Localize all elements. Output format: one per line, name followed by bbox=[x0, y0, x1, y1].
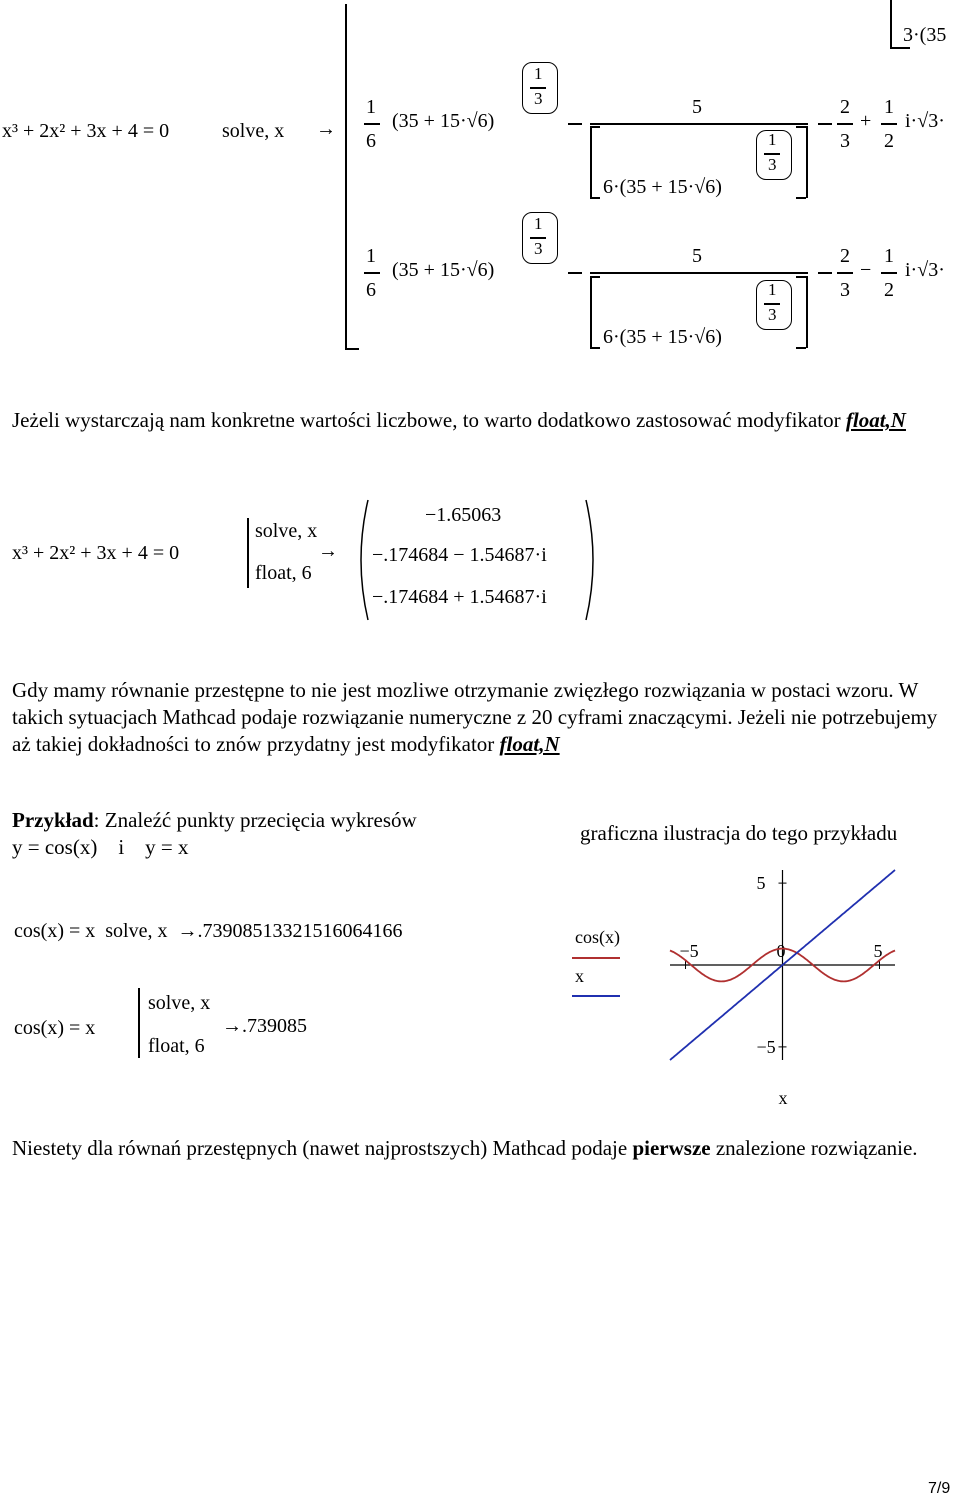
top-partial-expr: 3·(35 bbox=[903, 24, 947, 46]
float-keyword: float, 6 bbox=[255, 562, 312, 584]
paragraph-first-solution: Niestety dla równań przestępnych (nawet najprostszych) Mathcad podaje pierwsze znalezione rozwiązanie. bbox=[12, 1136, 918, 1160]
legend-label-x: x bbox=[575, 966, 584, 986]
x-tick-label: −5 bbox=[679, 941, 699, 961]
x-tick-label: 0 bbox=[776, 941, 786, 961]
result-root-1: −1.65063 bbox=[425, 504, 502, 526]
solve-exact-line: cos(x) = x solve, x →.73908513321516064166 bbox=[14, 920, 403, 942]
page-number: 7/9 bbox=[928, 1480, 951, 1497]
float-equation: x³ + 2x² + 3x + 4 = 0 bbox=[12, 542, 180, 564]
solve-keyword: solve, x bbox=[255, 520, 318, 542]
float-modifier-link: float,N bbox=[499, 732, 560, 756]
example-label: Przykład bbox=[12, 808, 94, 832]
example-heading: Przykład: Znaleźć punkty przecięcia wykresów bbox=[12, 808, 417, 832]
legend-label-cos: cos(x) bbox=[575, 927, 620, 947]
arrow-operator: → bbox=[318, 540, 338, 562]
legend-swatch-x bbox=[572, 995, 620, 997]
solve-keyword: solve, x bbox=[222, 120, 285, 142]
solve-keyword: solve, x bbox=[148, 992, 211, 1014]
equation: x³ + 2x² + 3x + 4 = 0 bbox=[2, 120, 170, 142]
arrow-operator: → bbox=[316, 118, 336, 140]
intersection-chart bbox=[640, 850, 940, 1120]
result-root-2: −.174684 − 1.54687·i bbox=[372, 544, 547, 566]
y-tick-label: −5 bbox=[756, 1036, 776, 1057]
paragraph-float-intro: Jeżeli wystarczają nam konkretne wartości liczbowe, to warto dodatkowo zastosować modyfikator float,N bbox=[12, 408, 906, 432]
float-modifier-link: float,N bbox=[845, 408, 906, 432]
solve-float-lhs: cos(x) = x bbox=[14, 1017, 96, 1039]
paragraph-transcendental: Gdy mamy równanie przestępne to nie jest mozliwe otrzymanie zwięzłego rozwiązania w postaci wzoru. W takich sytuacjach Mathcad podaje rozwiązanie numeryczne z 20 cyframi znaczącymi. Jeżeli nie potrzebujemy aż takiej dokładności to znów przydatny jest modyfikator float,N bbox=[12, 678, 938, 756]
graph-caption: graficzna ilustracja do tego przykładu bbox=[580, 821, 898, 845]
result-root-3: −.174684 + 1.54687·i bbox=[372, 586, 547, 608]
x-axis-label: x bbox=[778, 1088, 788, 1108]
legend-swatch-cos bbox=[572, 957, 620, 959]
emphasis-first: pierwsze bbox=[632, 1136, 711, 1160]
y-tick-label: 5 bbox=[756, 873, 766, 894]
solve-float-result: →.739085 bbox=[222, 1015, 307, 1037]
float-keyword: float, 6 bbox=[148, 1035, 205, 1057]
example-functions: y = cos(x) i y = x bbox=[12, 835, 189, 859]
example-text: Znaleźć punkty przecięcia wykresów bbox=[104, 808, 417, 832]
x-tick-label: 5 bbox=[873, 941, 883, 961]
